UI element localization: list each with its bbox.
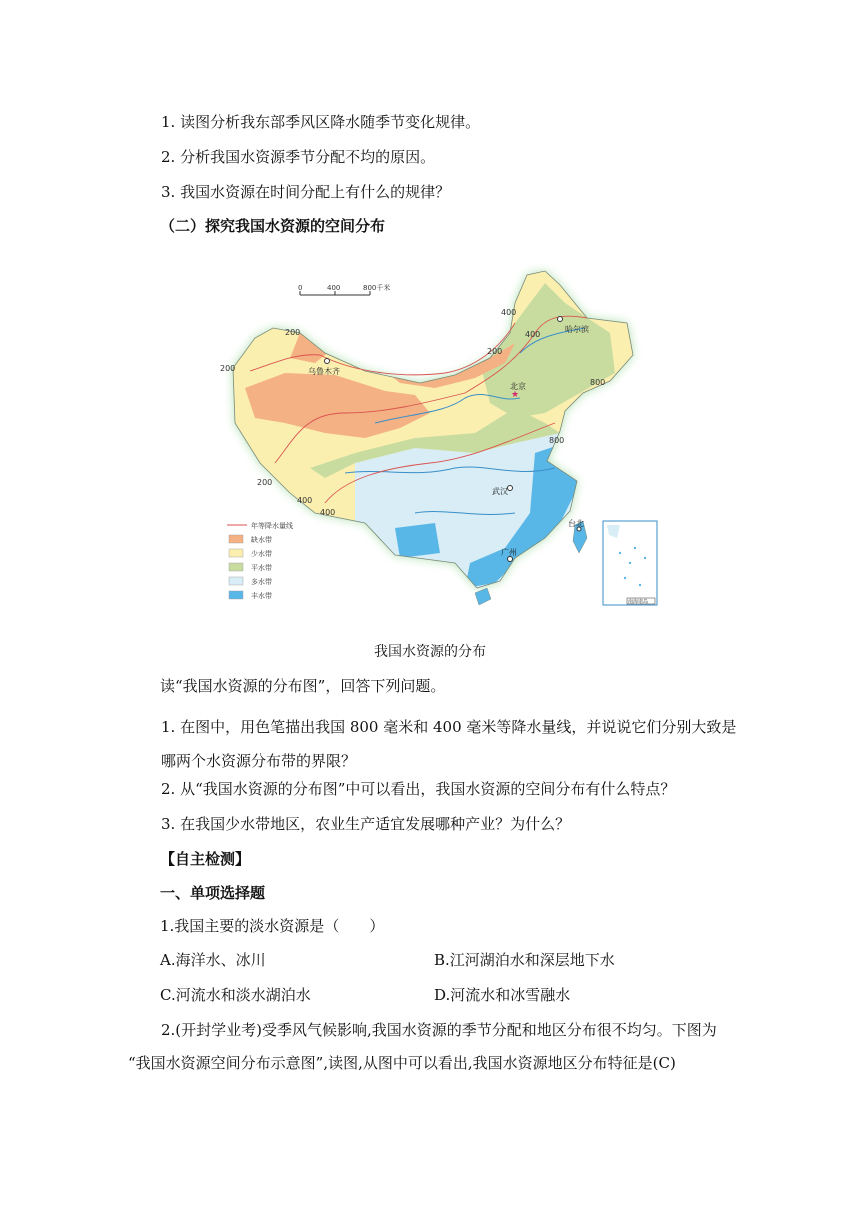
legend-item: 年等降水量线 (251, 522, 293, 530)
legend-item: 少水带 (251, 550, 272, 558)
water-resources-map (215, 263, 665, 613)
legend-item: 缺水带 (251, 536, 272, 544)
svg-text:400: 400 (327, 284, 341, 292)
legend-item: 平水带 (251, 564, 272, 572)
isoline-label: 200 (220, 364, 236, 373)
city-taipei: 台北 (568, 519, 584, 528)
mc1-option-b: B.江河湖泊水和深层地下水 (434, 951, 615, 969)
mc-heading: 一、单项选择题 (160, 884, 266, 902)
isoline-label: 400 (320, 508, 336, 517)
isoline-label: 400 (501, 308, 517, 317)
isoline-label: 200 (487, 347, 503, 356)
isoline-label: 400 (525, 330, 541, 339)
isoline-label: 200 (257, 478, 273, 487)
isoline-label: 800 (549, 436, 565, 445)
city-beijing: 北京 (510, 382, 526, 391)
part2-question-2: 2. 从“我国水资源的分布图”中可以看出，我国水资源的空间分布有什么特点？ (161, 780, 676, 798)
mc2-line-1: 2.(开封学业考)受季风气候影响,我国水资源的季节分配和地区分布很不均匀。下图为 (161, 1021, 717, 1039)
legend-item: 多水带 (251, 578, 272, 586)
read-prompt: 读“我国水资源的分布图”，回答下列问题。 (160, 677, 446, 695)
question-3: 3. 我国水资源在时间分配上有什么的规律？ (161, 183, 451, 201)
question-1: 1. 读图分析我东部季风区降水随季节变化规律。 (161, 113, 481, 131)
mc1-option-c: C.河流水和淡水湖泊水 (160, 986, 311, 1004)
svg-text:南海诸岛: 南海诸岛 (628, 599, 649, 605)
mc2-line-2: “我国水资源空间分布示意图”,读图,从图中可以看出,我国水资源地区分布特征是(C) (128, 1054, 676, 1072)
mc1-question: 1.我国主要的淡水资源是（ ） (160, 917, 385, 935)
svg-text:800千米: 800千米 (363, 284, 391, 292)
section-heading: （二）探究我国水资源的空间分布 (160, 217, 386, 235)
legend-item: 丰水带 (251, 592, 272, 600)
part2-question-3: 3. 在我国少水带地区，农业生产适宜发展哪种产业？为什么？ (161, 815, 571, 833)
mc1-option-d: D.河流水和冰雪融水 (434, 986, 571, 1004)
city-wuhan: 武汉 (492, 487, 508, 496)
mc1-option-a: A.海洋水、冰川 (160, 951, 266, 969)
scale-bar (298, 283, 390, 295)
city-harbin: 哈尔滨 (565, 325, 589, 334)
isoline-label: 200 (285, 328, 301, 337)
question-2: 2. 分析我国水资源季节分配不均的原因。 (161, 148, 436, 166)
inset-south-china-sea (603, 521, 657, 605)
figure-caption: 我国水资源的分布 (374, 644, 486, 660)
self-check-heading: 【自主检测】 (160, 850, 251, 868)
isoline-label: 800 (590, 378, 606, 387)
isoline-label: 400 (297, 496, 313, 505)
capital-star-icon: ★ (511, 390, 520, 400)
map-legend (227, 521, 293, 600)
part2-question-1: 1. 在图中，用色笔描出我国 800 毫米和 400 毫米等降水量线，并说说它们分别大致是哪两个水资源分布带的界限？ (161, 718, 737, 770)
svg-text:0: 0 (298, 284, 303, 292)
city-urumqi: 乌鲁木齐 (308, 367, 340, 376)
city-guangzhou: 广州 (501, 548, 517, 557)
